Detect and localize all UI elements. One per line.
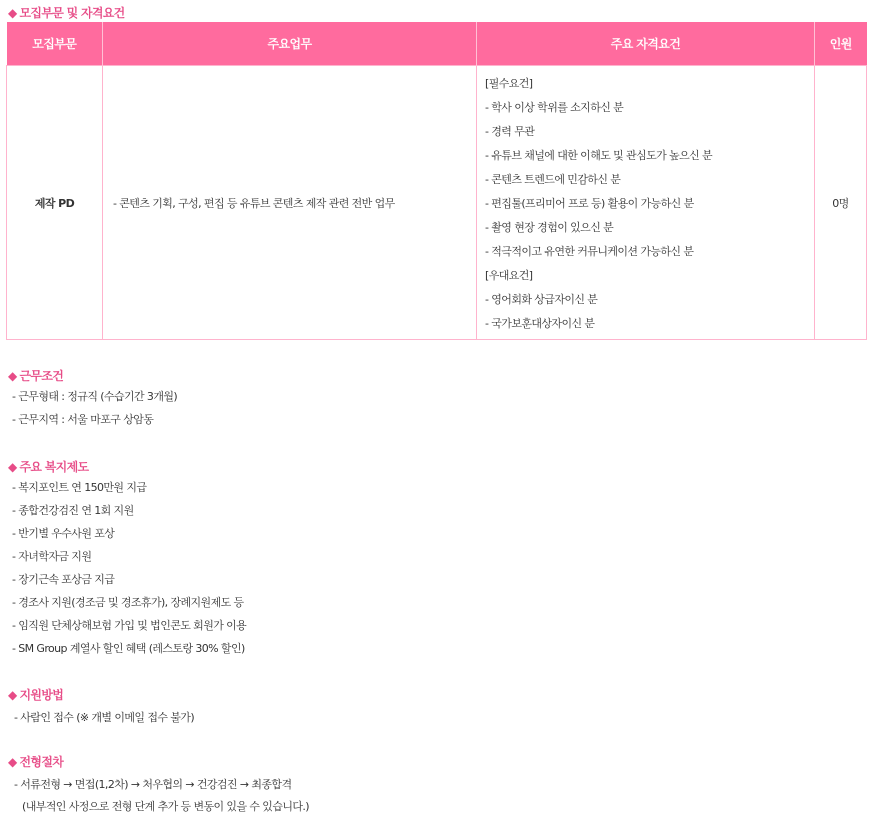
list-item: - 경조사 지원(경조금 및 경조휴가), 장례지원제도 등 [12,596,244,609]
process-note: (내부적인 사정으로 전형 단계 추가 등 변동이 있을 수 있습니다.) [22,800,309,813]
apply-method: - 사람인 접수 (※ 개별 이메일 접수 불가) [14,711,195,724]
list-item: - 임직원 단체상해보험 가입 및 법인콘도 회원가 이용 [12,619,247,632]
diamond-icon: ◆ [8,6,17,20]
list-item: - 편집툴(프리미어 프로 등) 활용이 가능하신 분 [485,196,694,210]
cell-qualifications [477,66,815,340]
table-header-row [7,22,867,66]
list-item: - 복지포인트 연 150만원 지급 [12,481,147,494]
list-item: - 국가보훈대상자이신 분 [485,316,595,330]
cell-part: 제작 PD [7,66,103,340]
diamond-icon: ◆ [8,688,17,702]
section-title-conditions: ◆ 근무조건 [8,369,64,383]
cell-count: 0명 [815,66,867,340]
header-task: 주요업무 [103,22,477,66]
list-item: - 유튜브 채널에 대한 이해도 및 관심도가 높으신 분 [485,148,713,162]
list-item: - 자녀학자금 지원 [12,550,92,563]
diamond-icon: ◆ [8,369,17,383]
list-item: [우대요건] [485,268,533,282]
recruit-table [6,22,867,340]
list-item: - 촬영 현장 경험이 있으신 분 [485,220,614,234]
list-item: - 종합건강검진 연 1회 지원 [12,504,134,517]
header-part: 모집부문 [7,22,103,66]
table-row [7,66,867,340]
section-title-welfare: ◆ 주요 복지제도 [8,460,89,474]
section-title-recruit: ◆ 모집부문 및 자격요건 [8,6,125,20]
list-item: - 콘텐츠 트렌드에 민감하신 분 [485,172,621,186]
list-item: - SM Group 계열사 할인 혜택 (레스토랑 30% 할인) [12,642,245,655]
section-title-apply: ◆ 지원방법 [8,688,64,702]
list-item: - 근무지역 : 서울 마포구 상암동 [12,413,154,426]
list-item: [필수요건] [485,76,533,90]
conditions-list [12,390,177,436]
diamond-icon: ◆ [8,755,17,769]
qualification-list [477,67,814,339]
header-qualifications: 주요 자격요건 [477,22,815,66]
cell-task: - 콘텐츠 기획, 구성, 편집 등 유튜브 콘텐츠 제작 관련 전반 업무 [103,66,477,340]
header-count: 인원 [815,22,867,66]
diamond-icon: ◆ [8,460,17,474]
list-item: - 학사 이상 학위를 소지하신 분 [485,100,624,114]
section-title-process: ◆ 전형절차 [8,755,64,769]
list-item: - 적극적이고 유연한 커뮤니케이션 가능하신 분 [485,244,694,258]
list-item: - 영어회화 상급자이신 분 [485,292,598,306]
list-item: - 반기별 우수사원 포상 [12,527,115,540]
list-item: - 경력 무관 [485,124,535,138]
list-item: - 근무형태 : 정규직 (수습기간 3개월) [12,390,178,403]
process-steps: - 서류전형 → 면접(1,2차) → 처우협의 → 건강검진 → 최종합격 [14,778,292,791]
welfare-list [12,481,246,665]
list-item: - 장기근속 포상금 지급 [12,573,115,586]
